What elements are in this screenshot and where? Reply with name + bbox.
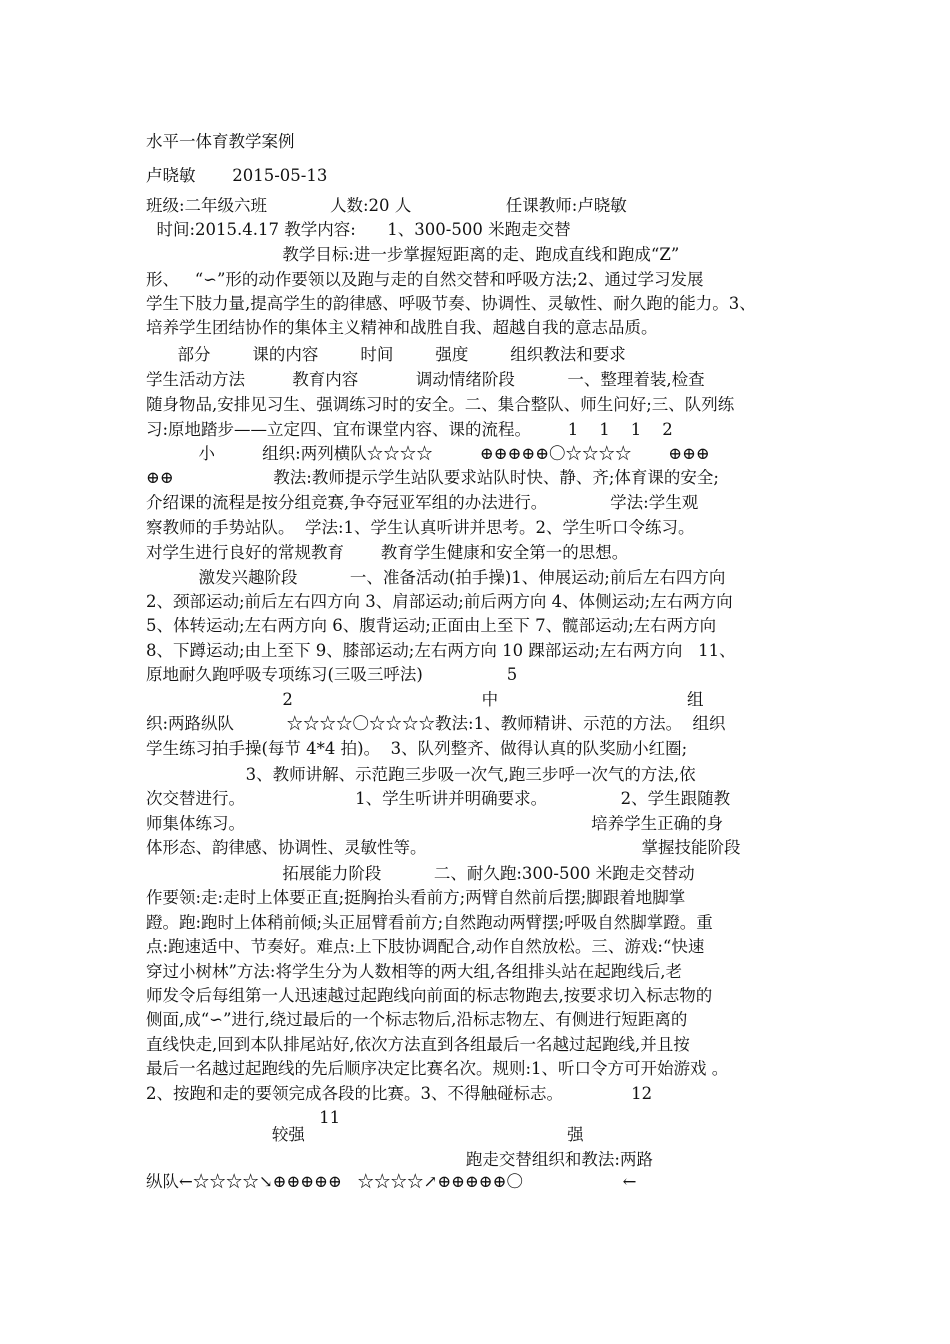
text-line-40: 11 (146, 1108, 341, 1127)
text-line-23: 2 中 组 (146, 690, 704, 709)
text-line-31: 作要领:走:走时上体要正直;挺胸抬头看前方;两臂自然前后摆;脚跟着地脚掌 (146, 888, 686, 907)
text-line-33: 点:跑速适中、节奏好。难点:上下肢协调配合,动作自然放松。三、游戏:“快速 (146, 937, 705, 956)
text-line-7: 学生下肢力量,提高学生的韵律感、呼吸节奏、协调性、灵敏性、耐久跑的能力。3、 (146, 294, 756, 313)
text-line-43: 纵队←☆☆☆☆↘⊕⊕⊕⊕⊕ ☆☆☆☆↗⊕⊕⊕⊕⊕〇 ← (146, 1172, 637, 1191)
text-line-13: 小 组织:两列横队☆☆☆☆ ⊕⊕⊕⊕⊕〇☆☆☆☆ ⊕⊕⊕ (146, 444, 710, 463)
text-line-2: 卢晓敏 2015-05-13 (146, 166, 328, 185)
text-line-24: 织:两路纵队 ☆☆☆☆〇☆☆☆☆教法:1、教师精讲、示范的方法。 组织 (146, 714, 726, 733)
text-line-30: 拓展能力阶段 二、耐久跑:300-500 米跑走交替动 (146, 864, 695, 883)
text-line-11: 随身物品,安排见习生、强调练习时的安全。二、集合整队、师生问好;三、队列练 (146, 395, 735, 414)
text-line-22: 原地耐久跑呼吸专项练习(三吸三呼法) 5 (146, 665, 518, 684)
text-line-17: 对学生进行良好的常规教育 教育学生健康和安全第一的思想。 (146, 543, 629, 562)
text-line-9: 部分 课的内容 时间 强度 组织教法和要求 (146, 345, 626, 364)
text-line-8: 培养学生团结协作的集体主义精神和战胜自我、超越自我的意志品质。 (146, 318, 658, 337)
text-line-4: 时间:2015.4.17 教学内容: 1、300-500 米跑走交替 (146, 220, 571, 239)
text-line-14: ⊕⊕ 教法:教师提示学生站队要求站队时快、静、齐;体育课的安全; (146, 468, 719, 487)
text-line-37: 直线快走,回到本队排尾站好,依次方法直到各组最后一名越过起跑线,并且按 (146, 1035, 690, 1054)
text-line-42: 跑走交替组织和教法:两路 (146, 1150, 653, 1169)
text-line-15: 介绍课的流程是按分组竞赛,争夺冠亚军组的办法进行。 学法:学生观 (146, 493, 699, 512)
text-line-5: 教学目标:进一步掌握短距离的走、跑成直线和跑成“Z” (146, 245, 680, 264)
text-line-6: 形、 “∽”形的动作要领以及跑与走的自然交替和呼吸方法;2、通过学习发展 (146, 270, 704, 289)
text-line-27: 次交替进行。 1、学生听讲并明确要求。 2、学生跟随教 (146, 789, 731, 808)
text-line-19: 2、颈部运动;前后左右四方向 3、肩部运动;前后两方向 4、体侧运动;左右两方向 (146, 592, 733, 611)
text-line-16: 察教师的手势站队。 学法:1、学生认真听讲并思考。2、学生听口令练习。 (146, 518, 695, 537)
text-line-18: 激发兴趣阶段 一、准备活动(拍手操)1、伸展运动;前后左右四方向 (146, 568, 726, 587)
text-line-32: 蹬。跑:跑时上体稍前倾;头正屈臂看前方;自然跑动两臂摆;呼吸自然脚掌蹬。重 (146, 913, 713, 932)
text-line-20: 5、体转运动;左右两方向 6、腹背运动;正面由上至下 7、髋部运动;左右两方向 (146, 616, 717, 635)
text-line-34: 穿过小树林”方法:将学生分为人数相等的两大组,各组排头站在起跑线后,老 (146, 962, 682, 981)
text-line-29: 体形态、韵律感、协调性、灵敏性等。 掌握技能阶段 (146, 838, 741, 857)
text-line-12: 习:原地踏步——立定四、宜布课堂内容、课的流程。 1 1 1 2 (146, 420, 673, 439)
text-line-26: 3、教师讲解、示范跑三步吸一次气,跑三步呼一次气的方法,依 (146, 765, 696, 784)
text-line-25: 学生练习拍手操(每节 4*4 拍)。 3、队列整齐、做得认真的队奖励小红圈; (146, 739, 688, 758)
text-line-39: 2、按跑和走的要领完成各段的比赛。3、不得触碰标志。 12 (146, 1084, 653, 1103)
text-line-41: 较强 强 (146, 1125, 584, 1144)
text-line-1: 水平一体育教学案例 (146, 132, 295, 151)
text-line-28: 师集体练习。 培养学生正确的身 (146, 814, 724, 833)
text-line-38: 最后一名越过起跑线的先后顺序决定比赛名次。规则:1、听口令方可开始游戏 。 (146, 1059, 729, 1078)
text-line-36: 侧面,成“∽”进行,绕过最后的一个标志物后,沿标志物左、有侧进行短距离的 (146, 1010, 688, 1029)
text-line-3: 班级:二年级六班 人数:20 人 任课教师:卢晓敏 (146, 196, 627, 215)
text-line-35: 师发令后每组第一人迅速越过起跑线向前面的标志物跑去,按要求切入标志物的 (146, 986, 713, 1005)
text-line-10: 学生活动方法 教育内容 调动情绪阶段 一、整理着装,检查 (146, 370, 705, 389)
text-line-21: 8、下蹲运动;由上至下 9、膝部运动;左右两方向 10 踝部运动;左右两方向 11、 (146, 641, 736, 660)
